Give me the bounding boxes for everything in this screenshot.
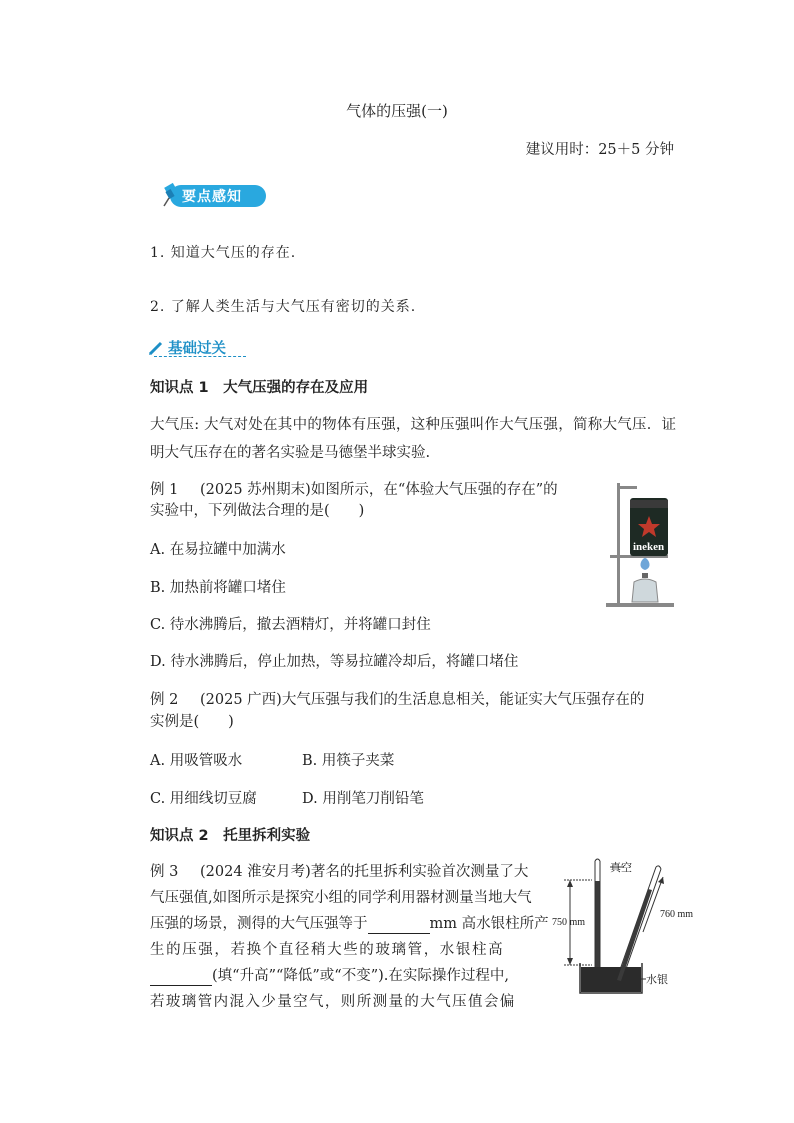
objective-2: 2. 了解人类生活与大气压有密切的关系. bbox=[150, 299, 417, 315]
ex3-line3 bbox=[150, 914, 549, 934]
mercury-column-vertical bbox=[596, 881, 600, 967]
kp1-text: 大气压: 大气对处在其中的物体有压强，这种压强叫作大气压强，简称大气压．证明大气压存在的著名实验是马德堡半球实验. bbox=[150, 417, 676, 461]
label-vacuum: 真空 bbox=[610, 862, 632, 874]
tilted-tube-right bbox=[621, 869, 661, 983]
soda-can bbox=[630, 498, 668, 556]
label-750mm: 750 mm bbox=[552, 917, 586, 928]
ex2-option-a: A. 用吸管吸水 bbox=[150, 753, 243, 769]
can-brand-text: ineken bbox=[633, 541, 665, 553]
torricelli-figure bbox=[548, 855, 694, 993]
answer-blank-2[interactable] bbox=[150, 970, 212, 986]
key-points-badge bbox=[160, 182, 268, 208]
ex1-option-d: D. 待水沸腾后，停止加热，等易拉罐冷却后，将罐口堵住 bbox=[150, 654, 519, 670]
ex3-line5 bbox=[150, 966, 509, 986]
alcohol-lamp bbox=[632, 558, 658, 602]
stand-rod bbox=[617, 483, 620, 604]
stand-base bbox=[606, 603, 674, 607]
ex2-stem-line1 bbox=[150, 690, 644, 710]
ex2-option-c: C. 用细线切豆腐 bbox=[150, 791, 257, 807]
ex2-option-b: B. 用筷子夹菜 bbox=[302, 753, 395, 769]
section-basic: 基础过关 bbox=[168, 341, 226, 357]
ex2-option-d: D. 用削笔刀削铅笔 bbox=[302, 791, 424, 807]
ex1-option-a: A. 在易拉罐中加满水 bbox=[150, 542, 286, 558]
section-underline bbox=[154, 356, 246, 357]
kp2-title: 知识点 2 托里拆利实验 bbox=[150, 828, 311, 844]
ex3-line3-text-b: mm 高水银柱所产 bbox=[429, 916, 549, 932]
can-heating-figure bbox=[600, 478, 680, 612]
ex2-label: 例 2 bbox=[150, 692, 179, 708]
label-mercury: 水银 bbox=[646, 974, 668, 986]
ex3-line5-text: (填“升高”“降低”或“不变”).在实际操作过程中, bbox=[212, 968, 510, 984]
label-760mm: 760 mm bbox=[660, 909, 694, 920]
ex3-label: 例 3 bbox=[150, 864, 179, 880]
objective-1: 1. 知道大气压的存在. bbox=[150, 245, 297, 261]
tilted-tube-left bbox=[616, 867, 656, 981]
ex1-label: 例 1 bbox=[150, 482, 179, 498]
ex1-option-b: B. 加热前将罐口堵住 bbox=[150, 580, 286, 596]
ex3-line3-text-a: 压强的场景，测得的大气压强等于 bbox=[150, 916, 368, 932]
stand-clamp-arm bbox=[617, 486, 637, 489]
pencil-icon bbox=[148, 340, 164, 356]
ex3-line4: 生的压强，若换个直径稍大些的玻璃管，水银柱高 bbox=[150, 942, 505, 958]
ex1-stem-line2: 实验中，下列做法合理的是( ) bbox=[150, 503, 365, 519]
answer-blank-1[interactable] bbox=[368, 918, 430, 934]
ex2-stem-text1: (2025 广西)大气压强与我们的生活息息相关，能证实大气压强存在的 bbox=[200, 692, 645, 708]
ex2-stem-line2: 实例是( ) bbox=[150, 714, 234, 730]
ex1-stem-line1 bbox=[150, 480, 558, 500]
badge-label: 要点感知 bbox=[182, 189, 242, 205]
ex1-option-c: C. 待水沸腾后，撤去酒精灯，并将罐口封住 bbox=[150, 617, 431, 633]
ex3-line2: 气压强值,如图所示是探究小组的同学利用器材测量当地大气 bbox=[150, 890, 532, 906]
suggested-time: 建议用时：25＋5 分钟 bbox=[525, 142, 674, 158]
kp1-title: 知识点 1 大气压强的存在及应用 bbox=[150, 380, 369, 396]
mercury-in-trough bbox=[581, 967, 641, 992]
ex3-line1-text: (2024 淮安月考)著名的托里拆利实验首次测量了大 bbox=[200, 864, 529, 880]
ex1-stem-text1: (2025 苏州期末)如图所示，在“体验大气压强的存在”的 bbox=[200, 482, 558, 498]
ex3-line6: 若玻璃管内混入少量空气，则所测量的大气压值会偏 bbox=[150, 994, 516, 1010]
ex3-line1 bbox=[150, 862, 528, 882]
page-title: 气体的压强(一) bbox=[346, 102, 448, 120]
